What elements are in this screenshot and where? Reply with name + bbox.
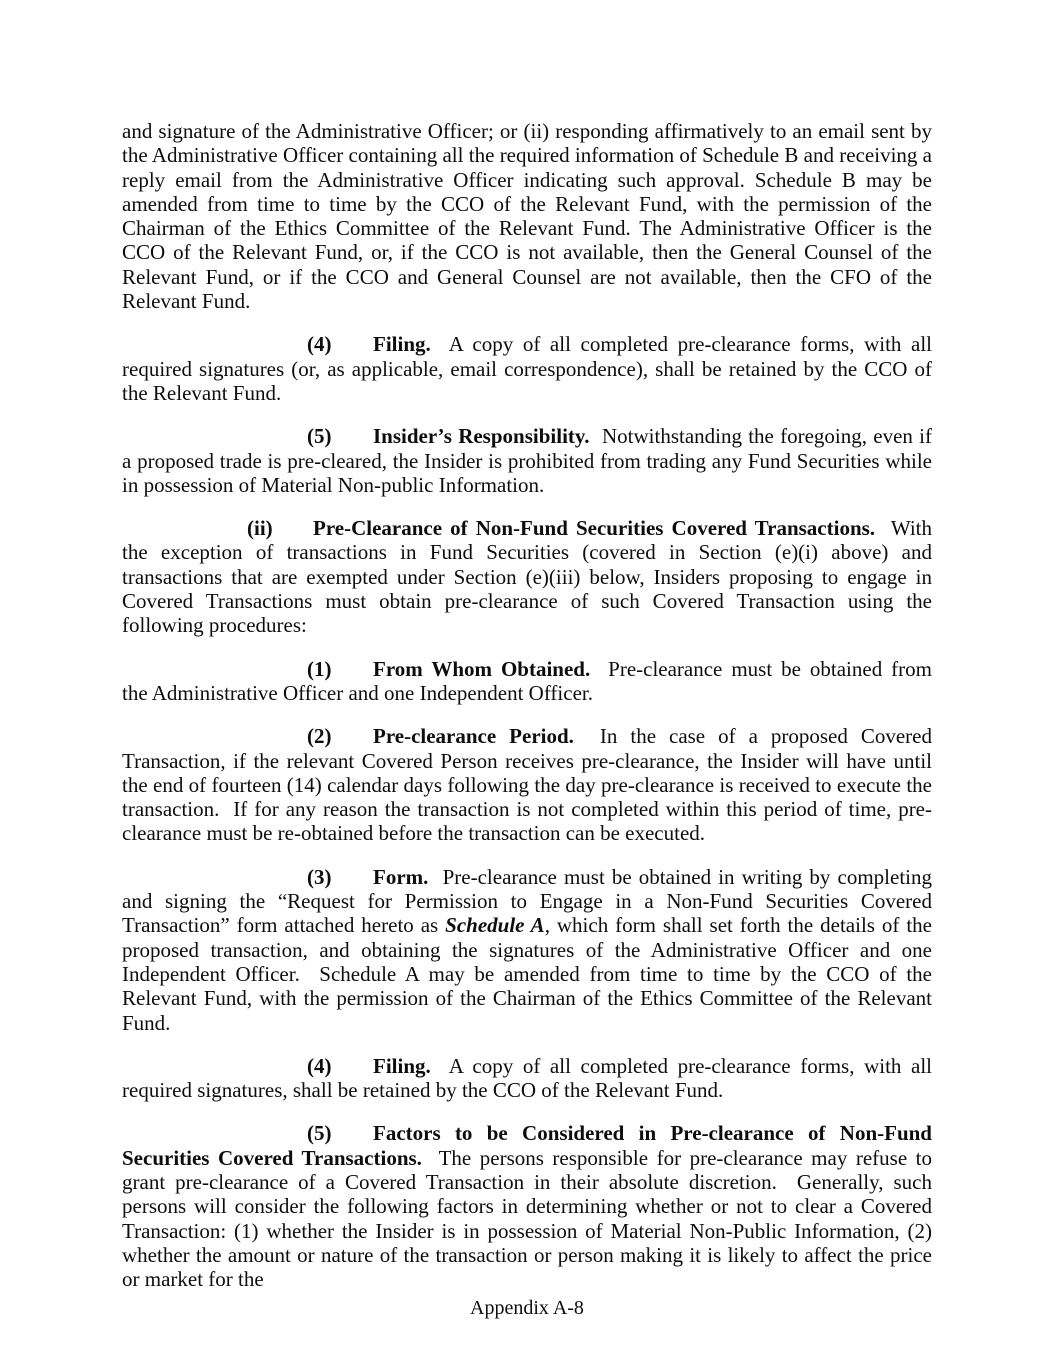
body-text-run: Pre-clearance must be obtained from the Administrative Officer and one Independent Officer. (122, 656, 932, 705)
heading-text-run: Schedule A (445, 913, 545, 938)
paragraph (122, 119, 932, 313)
body-text-run: A copy of all completed pre-clearance forms, with all required signatures (or, as applicable, email correspondence), shall be retained by the CCO of the Relevant Fund. (122, 332, 932, 405)
paragraph (122, 657, 932, 706)
paragraph-number-label: (5) (307, 424, 332, 449)
paragraph (122, 332, 932, 405)
paragraph (122, 424, 932, 497)
paragraph (122, 724, 932, 845)
paragraph (122, 1054, 932, 1103)
heading-text-run: Filing. (373, 332, 431, 357)
heading-text-run: Filing. (373, 1053, 431, 1078)
paragraph-number-label: (3) (307, 864, 332, 889)
heading-text-run: Insider’s Responsibility. (373, 424, 590, 449)
heading-text-run: Pre-clearance Period. (373, 724, 574, 749)
body-text-run: With the exception of transactions in Fund Securities (covered in Section (e)(i) above) and transactions that are exempted under Section (e)(iii) below, Insiders proposing to engage in Covered Transactions must obtain pre-clearance of such Covered Transaction using the following procedures: (122, 516, 932, 638)
paragraph (122, 516, 932, 637)
body-text-run: Pre-clearance must be obtained in writing by completing and signing the “Request for Permission to Engage in a Non-Fund Securities Covered Transaction” form attached hereto as (122, 864, 932, 938)
heading-text-run: Form. (373, 864, 429, 889)
body-text-run: In the case of a proposed Covered Transaction, if the relevant Covered Person receives pre-clearance, the Insider will have until the end of fourteen (14) calendar days following the day pre-clearance is received to execute the transaction. If for any reason the transaction is not completed within this period of time, pre-clearance must be re-obtained before the transaction can be executed. (122, 724, 932, 846)
heading-text-run: From Whom Obtained. (373, 656, 591, 681)
paragraph (122, 865, 932, 1035)
page-footer: Appendix A-8 (470, 1297, 584, 1320)
body-text-run: and signature of the Administrative Officer; or (ii) responding affirmatively to an email sent by the Administrative Officer containing all the required information of Schedule B and receiving a reply email from the Administrative Officer indicating such approval. Schedule B may be amended from time to time by the CCO of the Relevant Fund, with the permission of the Chairman of the Ethics Committee of the Relevant Fund. The Administrative Officer is the CCO of the Relevant Fund, or, if the CCO is not available, then the General Counsel of the Relevant Fund, or if the CCO and General Counsel are not available, then the CFO of the Relevant Fund. (122, 119, 932, 314)
heading-text-run: Pre-Clearance of Non-Fund Securities Covered Transactions. (313, 516, 876, 541)
paragraph-number-label: (4) (307, 1053, 332, 1078)
body-text-run: Notwithstanding the foregoing, even if a proposed trade is pre-cleared, the Insider is prohibited from trading any Fund Securities while in possession of Material Non-public Information. (122, 424, 932, 497)
document-body (122, 119, 932, 1291)
body-text-run: The persons responsible for pre-clearance may refuse to grant pre-clearance of a Covered Transaction in their absolute discretion. Generally, such persons will consider the following factors in determining whether or not to clear a Covered Transaction: (1) whether the Insider is in possession of Material Non-Public Information, (2) whether the amount or nature of the transaction or person making it is likely to affect the price or market for the (122, 1145, 932, 1292)
paragraph-number-label: (5) (307, 1121, 332, 1146)
paragraph-number-label: (ii) (247, 516, 273, 541)
paragraph-number-label: (4) (307, 332, 332, 357)
body-text-run: , which form shall set forth the details of the proposed transaction, and obtaining the signatures of the Administrative Officer and one Independent Officer. Schedule A may be amended from time to time by the CCO of the Relevant Fund, with the permission of the Chairman of the Ethics Committee of the Relevant Fund. (122, 913, 933, 1035)
heading-text-run: Factors to be Considered in Pre-clearance of Non-Fund Securities Covered Transactions. (122, 1121, 932, 1170)
paragraph-number-label: (2) (307, 724, 332, 749)
paragraph-number-label: (1) (307, 656, 332, 681)
paragraph (122, 1121, 932, 1291)
body-text-run: A copy of all completed pre-clearance forms, with all required signatures, shall be retained by the CCO of the Relevant Fund. (122, 1053, 932, 1103)
